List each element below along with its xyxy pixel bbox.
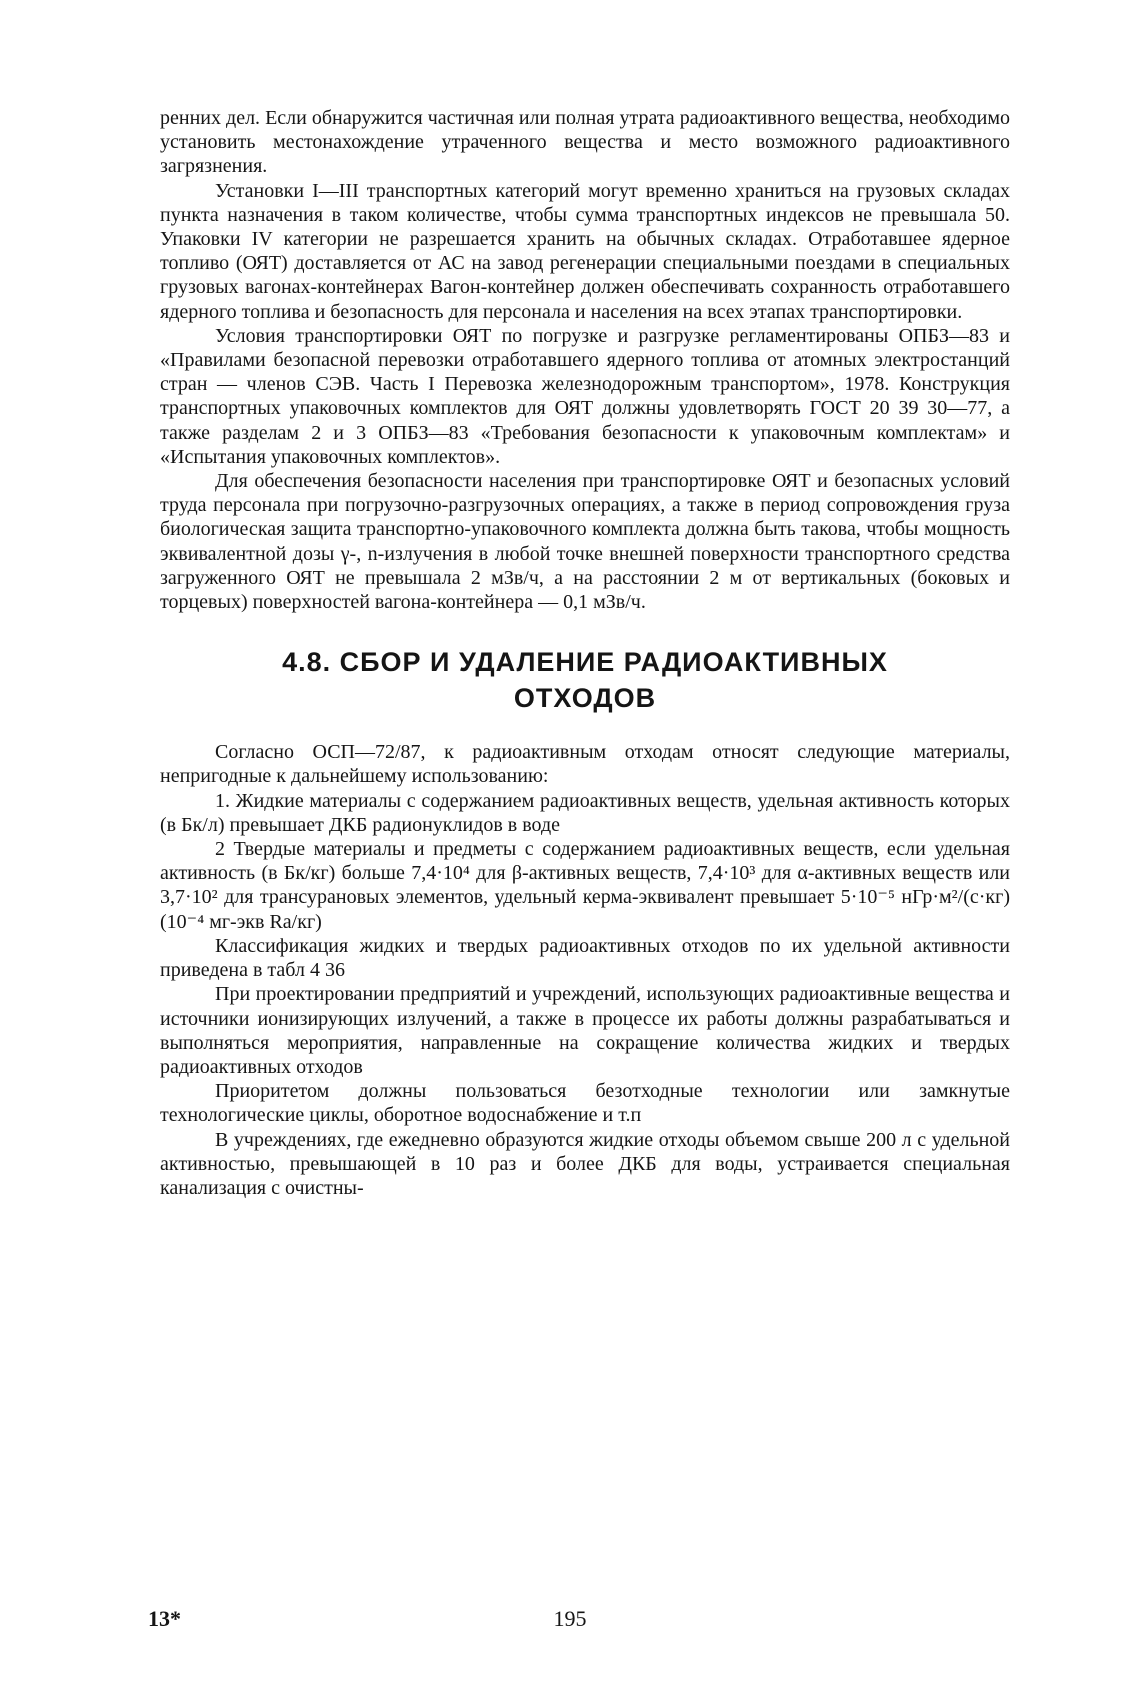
section-title-line: ОТХОДОВ [513,683,657,714]
paragraph: При проектировании предприятий и учреждений, использующих радиоактивные вещества и источники ионизирующих излучений, а также в процессе их работы должны разрабатываться и выполняться мероприятия, направленные на сокращение количества жидких и твердых радиоактивных отходов [160,983,1010,1078]
paragraph: Согласно ОСП—72/87, к радиоактивным отходам относят следующие материалы, непригодные к дальнейшему использованию: [160,741,1010,788]
page-number: 195 [553,1606,587,1631]
paragraph: Классификация жидких и твердых радиоактивных отходов по их удельной активности приведена в табл 4 36 [160,934,1010,982]
paragraph: Для обеспечения безопасности населения при транспортировке ОЯТ и безопасных условий труда персонала при погрузочно-разгрузочных операциях, а также в период сопровождения груза биологическая защита транспортно-упаковочного комплекта должна быть такова, чтобы мощность эквивалентной дозы γ-, n-излучения в любой точке внешней поверхности транспортного средства загруженного ОЯТ не превышала 2 мЗв/ч, а на расстоянии 2 м от вертикальных (боковых и торцевых) поверхностей вагона-контейнера — 0,1 мЗв/ч. [160,470,1010,614]
paragraph: 1. Жидкие материалы с содержанием радиоактивных веществ, удельная активность которых (в Бк/л) превышает ДКБ радионуклидов в воде [160,789,1010,836]
printer-signature-mark: 13* [148,1606,181,1631]
paragraph: 2 Твердые материалы и предметы с содержанием радиоактивных веществ, если удельная активность (в Бк/кг) больше 7,4·10⁴ для β-активных веществ, 7,4·10³ для α-активных веществ или 3,7·10² для трансурановых элементов, удельный керма-эквивалент превышает 5·10⁻⁵ нГр·м²/(с·кг) (10⁻⁴ мг-экв Ra/кг) [160,838,1010,933]
paragraph: Условия транспортировки ОЯТ по погрузке и разгрузке регламентированы ОПБЗ—83 и «Правилами безопасной перевозки отработавшего ядерного топлива от атомных электростанций стран — членов СЭВ. Часть I Перевозка железнодорожным транспортом», 1978. Конструкция транспортных упаковочных комплектов для ОЯТ должны удовлетворять ГОСТ 20 39 30—77, а также разделам 2 и 3 ОПБЗ—83 «Требования безопасности к упаковочным комплектам» и «Испытания упаковочных комплектов». [160,324,1010,468]
paragraph: В учреждениях, где ежедневно образуются жидкие отходы объемом свыше 200 л с удельной активностью, превышающей в 10 раз и более ДКБ для воды, устраивается специальная канализация с очистны- [160,1128,1010,1199]
paragraph: Приоритетом должны пользоваться безотходные технологии или замкнутые технологические циклы, оборотное водоснабжение и т.п [160,1080,1010,1127]
section-heading [160,644,1010,716]
paragraph: Установки I—III транспортных категорий могут временно храниться на грузовых складах пункта назначения в таком количестве, чтобы сумма транспортных индексов не превышала 50. Упаковки IV категории не разрешается хранить на обычных складах. Отработавшее ядерное топливо (ОЯТ) доставляется от АС на завод регенерации специальными поездами в специальных грузовых вагонах-контейнерах Вагон-контейнер должен обеспечивать сохранность отработавшего ядерного топлива и безопасность для персонала и населения на всех этапах транспортировки. [160,179,1010,323]
section-title-line: 4.8. СБОР И УДАЛЕНИЕ РАДИОАКТИВНЫХ [282,647,888,678]
body-text [160,106,1010,1200]
paragraph: ренних дел. Если обнаружится частичная или полная утрата радиоактивного вещества, необходимо установить местонахождение утраченного вещества и место возможного радиоактивного загрязнения. [160,107,1010,178]
